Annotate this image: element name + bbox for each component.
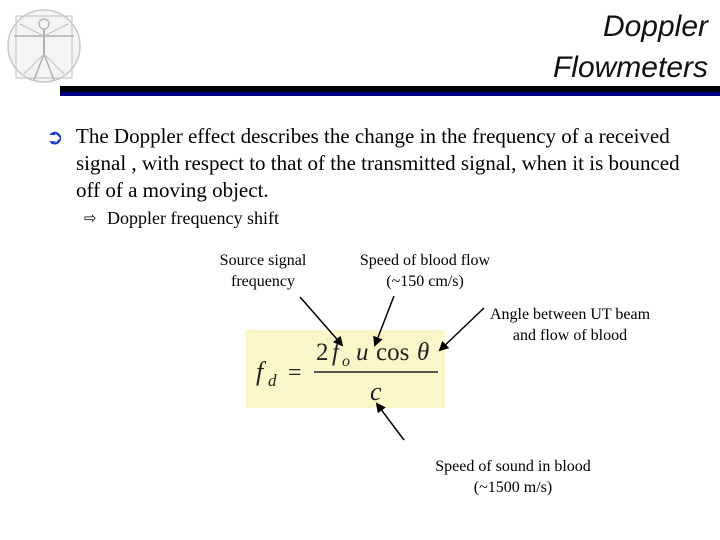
sub-bullet-text: Doppler frequency shift bbox=[107, 208, 279, 228]
arrow-bullet-icon: ⇨ bbox=[84, 209, 97, 227]
formula-u: u bbox=[356, 339, 369, 366]
slide-title-line1: Doppler bbox=[602, 10, 708, 43]
formula-equals: = bbox=[288, 360, 302, 386]
source-frequency-arrow bbox=[300, 297, 342, 345]
blood-flow-speed-arrow bbox=[375, 296, 394, 345]
sound-speed-label-line2: (~1500 m/s) bbox=[473, 479, 553, 496]
source-frequency-label-line2: frequency bbox=[231, 273, 295, 290]
blood-flow-speed-label-line2: (~150 cm/s) bbox=[386, 273, 464, 290]
main-bullet-text: The Doppler effect describes the change in the frequency of a received signal , with respect to that of the transmitted signal, when it is bounced off of a moving object. bbox=[76, 124, 680, 202]
formula-f0: f bbox=[332, 339, 339, 366]
slide-title-line2: Flowmeters bbox=[552, 51, 708, 84]
angle-label-line2: and flow of blood bbox=[512, 327, 628, 344]
formula-coef: 2 bbox=[316, 339, 329, 366]
sound-speed-label-line1: Speed of sound in blood bbox=[435, 458, 591, 475]
formula-lhs-var: f bbox=[256, 357, 264, 386]
curved-arrow-bullet-icon: ➲ bbox=[46, 125, 64, 149]
angle-arrow bbox=[440, 308, 484, 350]
sound-speed-arrow bbox=[377, 404, 404, 440]
source-frequency-label-line1: Source signal bbox=[219, 252, 307, 269]
formula-lhs-sub: d bbox=[268, 371, 277, 390]
formula-theta: θ bbox=[417, 339, 430, 366]
formula-c: c bbox=[370, 377, 382, 406]
blood-flow-speed-label-line1: Speed of blood flow bbox=[359, 252, 491, 269]
angle-label-line1: Angle between UT beam bbox=[489, 306, 651, 323]
formula-cos: cos bbox=[376, 339, 410, 366]
formula-f0-sub: o bbox=[342, 353, 350, 370]
